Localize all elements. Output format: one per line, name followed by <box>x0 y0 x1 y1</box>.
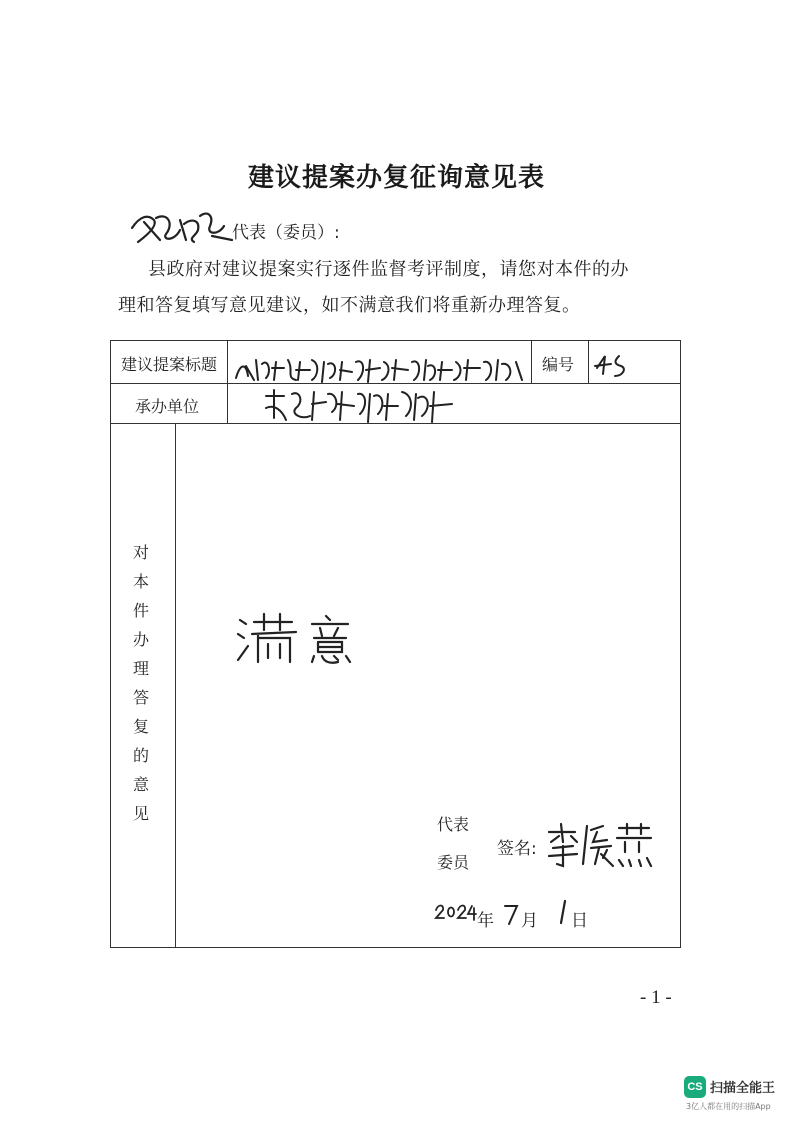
form-title: 建议提案办复征询意见表 <box>247 163 545 193</box>
signature-label: 签名: <box>497 839 537 859</box>
addressee-label: 代表（委员）: <box>232 223 340 243</box>
addressee-signature <box>128 206 238 248</box>
scanner-logo-icon: CS <box>684 1076 706 1098</box>
handling-unit-label: 承办单位 <box>135 397 200 416</box>
intro-paragraph-line-1: 县政府对建议提案实行逐件监督考评制度，请您对本件的办 <box>148 259 629 280</box>
member-label: 委员 <box>437 853 470 872</box>
table-col-divider <box>531 340 532 383</box>
intro-paragraph-line-2: 理和答复填写意见建议，如不满意我们将重新办理答复。 <box>118 295 581 316</box>
rep-label: 代表 <box>437 815 470 834</box>
proposal-title-handwriting <box>232 350 528 388</box>
day-handwriting <box>556 898 570 926</box>
handling-unit-handwriting <box>262 386 462 430</box>
page-number: - 1 - <box>640 987 672 1008</box>
table-col-divider <box>227 340 228 423</box>
number-handwriting <box>593 350 633 380</box>
year-handwriting <box>434 902 478 924</box>
table-col-divider <box>175 423 176 948</box>
opinion-vertical-label: 对 本 件 办 理 答 复 的 意 见 <box>132 543 149 823</box>
scanner-tagline: 3亿人都在用的扫描App <box>686 1102 771 1111</box>
opinion-handwriting <box>234 610 374 666</box>
number-label: 编号 <box>542 355 575 374</box>
signature-handwriting <box>545 820 655 870</box>
month-handwriting <box>503 900 519 926</box>
proposal-title-label: 建议提案标题 <box>121 355 218 374</box>
year-unit: 年 <box>477 911 494 931</box>
table-col-divider <box>588 340 589 383</box>
scanner-app-name: 扫描全能王 <box>710 1081 776 1096</box>
day-unit: 日 <box>571 911 588 931</box>
month-unit: 月 <box>521 911 538 931</box>
